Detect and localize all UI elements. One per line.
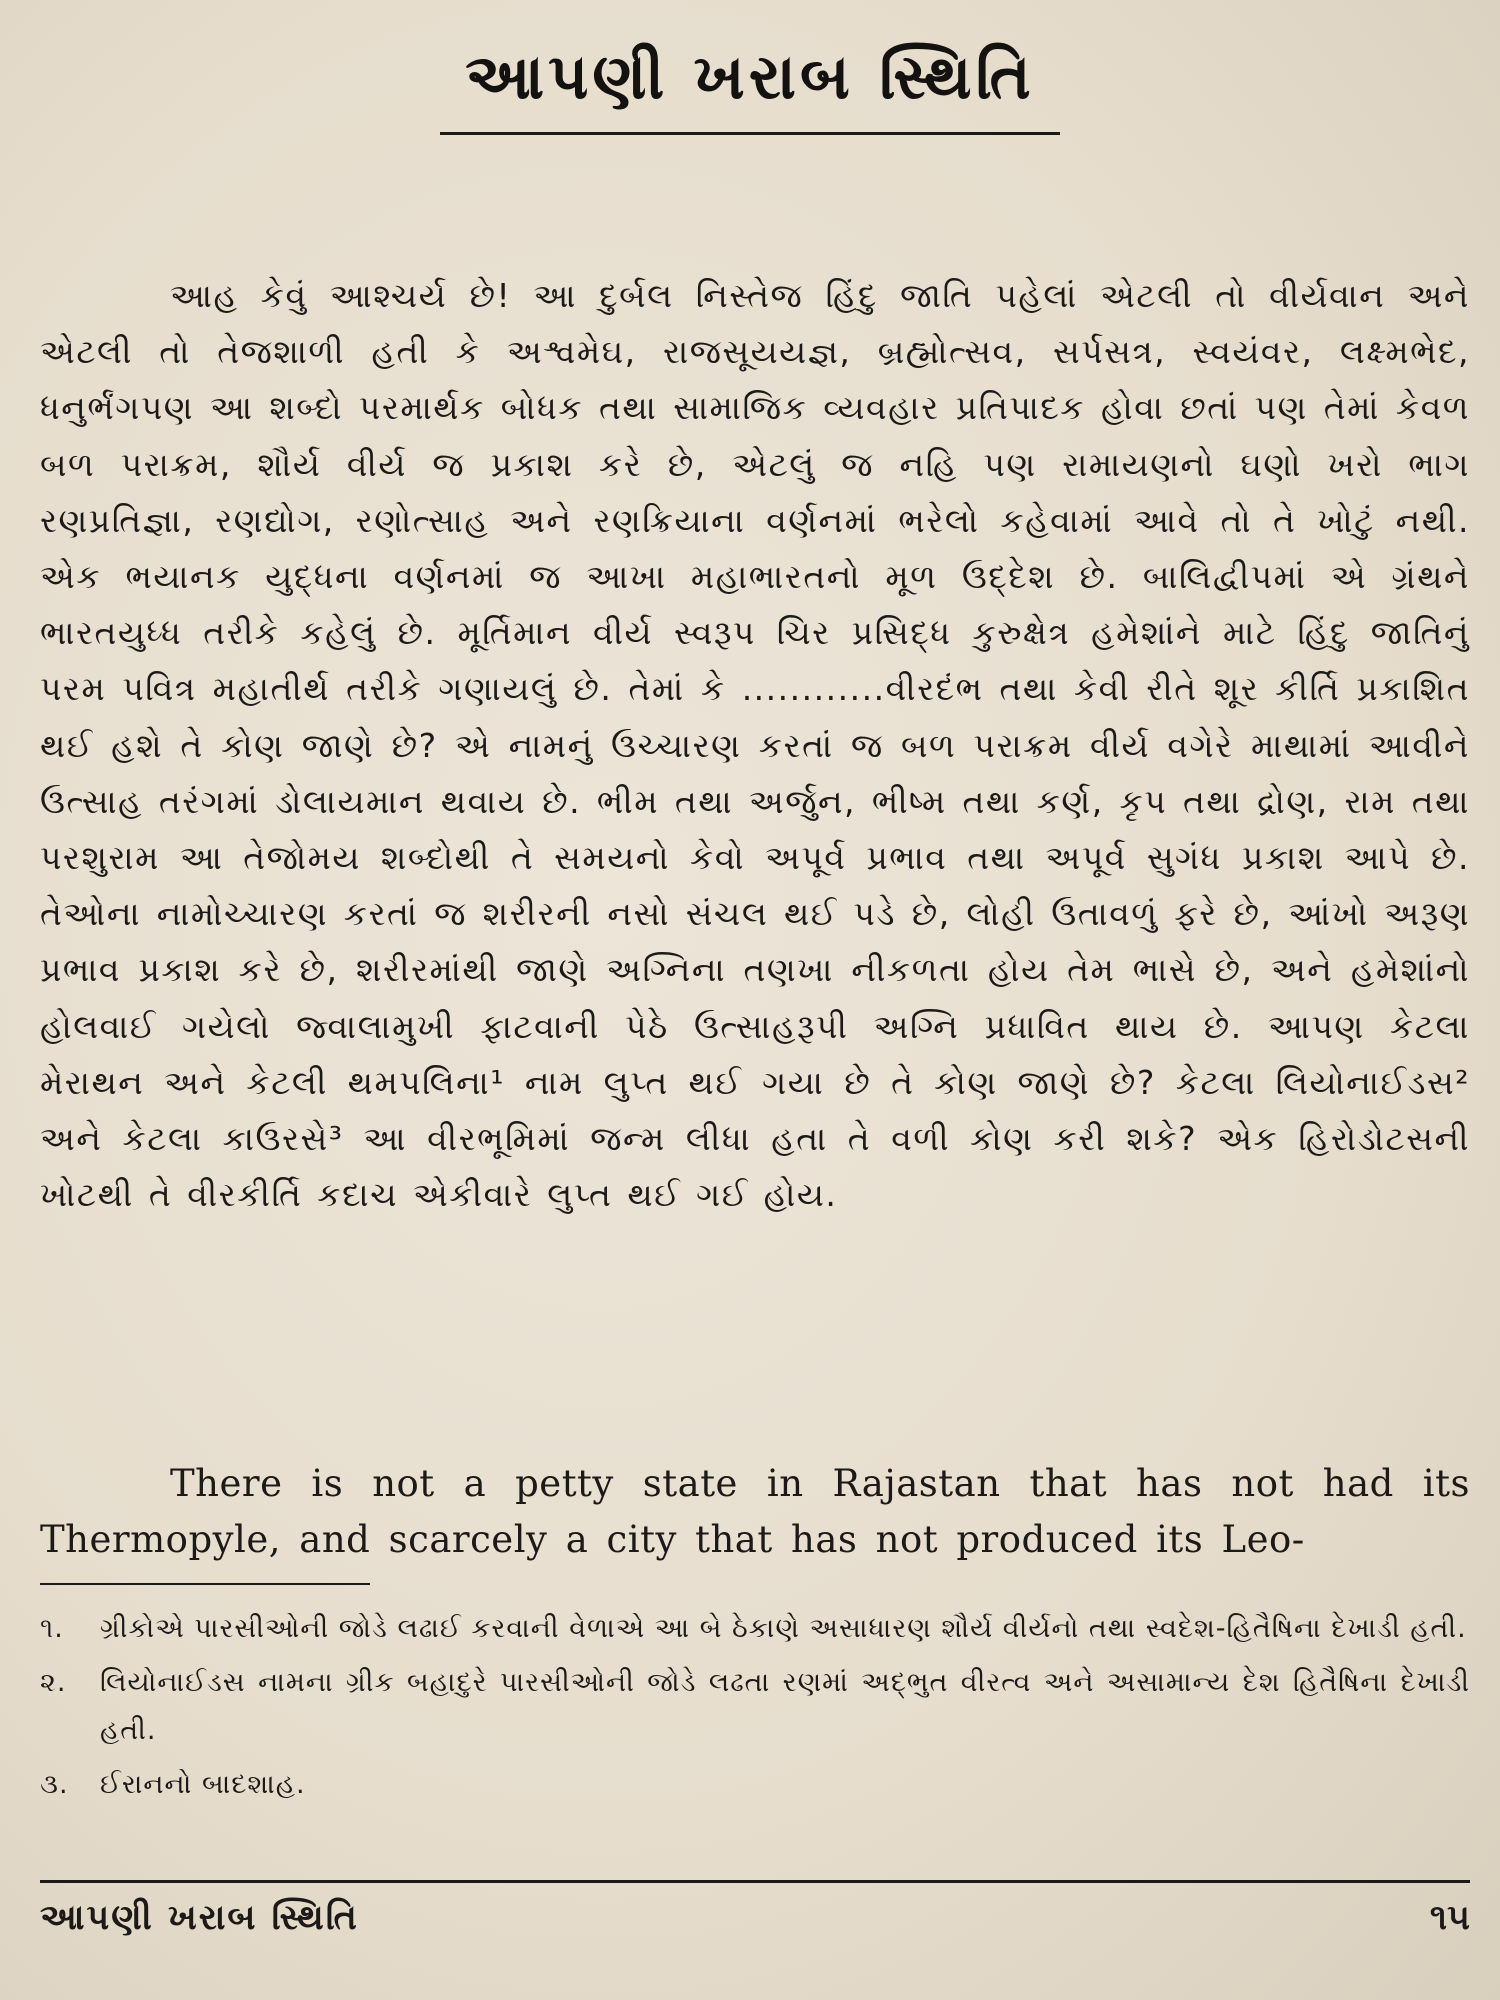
footnotes [40,1605,1470,1815]
footnote-3 [40,1761,1470,1809]
title-underline [440,132,1060,135]
footnote-text: લિયોનાઈડસ નામના ગ્રીક બહાદુરે પારસીઓની જોડે લઢતા રણમાં અદ્ભુત વીરત્વ અને અસામાન્ય દેશ હિતૈષિના દેખાડી હતી. [100,1667,1470,1746]
footer-rule [40,1880,1470,1883]
footnote-separator [40,1583,370,1585]
footnote-2 [40,1659,1470,1755]
footnote-number: ૩. [40,1769,69,1800]
body-paragraph: આહ કેવું આશ્ચર્ય છે! આ દુર્બલ નિસ્તેજ હિંદુ જાતિ પહેલાં એટલી તો વીર્યવાન અને એટલી તો તેજશાળી હતી કે અશ્વમેઘ, રાજસૂયયજ્ઞ, બ્રહ્મોત્સવ, સર્પસત્ર, સ્વયંવર, લક્ષ્મભેદ, ધનુર્ભંગપણ આ શબ્દો પરમાર્થક બોધક તથા સામાજિક વ્યવહાર પ્રતિપાદક હોવા છતાં પણ તેમાં કેવળ બળ પરાક્રમ, શૌર્ય વીર્ય જ પ્રકાશ કરે છે, એટલું જ નહિ પણ રામાયણનો ઘણો ખરો ભાગ રણપ્રતિજ્ઞા, રણદ્યોગ, રણોત્સાહ અને રણક્રિયાના વર્ણનમાં ભરેલો કહેવામાં આવે તો તે ખોટું નથી. એક ભયાનક યુદ્ધના વર્ણનમાં જ આખા મહાભારતનો મૂળ ઉદ્દેશ છે. બાલિદ્વીપમાં એ ગ્રંથને ભારતયુધ્ધ તરીકે કહેલું છે. મૂર્તિમાન વીર્ય સ્વરૂપ ચિર પ્રસિદ્ધ કુરુક્ષેત્ર હમેશાંને માટે હિંદુ જાતિનું પરમ પવિત્ર મહાતીર્થ તરીકે ગણાયલું છે. તેમાં કે ............વીરદંભ તથા કેવી રીતે શૂર કીર્તિ પ્રકાશિત થઈ હશે તે કોણ જાણે છે? એ નામનું ઉચ્ચારણ કરતાં જ બળ પરાક્રમ વીર્ય વગેરે માથામાં આવીને ઉત્સાહ તરંગમાં ડોલાયમાન થવાય છે. ભીમ તથા અર્જુન, ભીષ્મ તથા કર્ણ, કૃપ તથા દ્રોણ, રામ તથા પરશુરામ આ તેજોમય શબ્દોથી તે સમયનો કેવો અપૂર્વ પ્રભાવ તથા અપૂર્વ સુગંધ પ્રકાશ આપે છે. તેઓના નામોચ્ચારણ કરતાં જ શરીરની નસો સંચલ થઈ પડે છે, લોહી ઉતાવળું ફરે છે, આંખો અરૂણ પ્રભાવ પ્રકાશ કરે છે, શરીરમાંથી જાણે અગ્નિના તણખા નીકળતા હોય તેમ ભાસે છે, અને હમેશાંનો હોલવાઈ ગયેલો જ્વાલામુખી ફાટવાની પેઠે ઉત્સાહરૂપી અગ્નિ પ્રધાવિત થાય છે. આપણ કેટલા મેરાથન અને કેટલી થમપલિના¹ નામ લુપ્ત થઈ ગયા છે તે કોણ જાણે છે? કેટલા લિયોનાઈડસ² અને કેટલા કાઉરસે³ આ વીરભૂમિમાં જન્મ લીધા હતા તે વળી કોણ કરી શકે? એક હિરોડોટસની ખોટથી તે વીરકીર્તિ કદાચ એકીવારે લુપ્ત થઈ ગઈ હોય. [40,276,1470,1215]
running-title: આપણી ખરાબ સ્થિતિ [40,1898,359,1938]
chapter-title: આપણી ખરાબ સ્થિતિ [465,40,1035,113]
english-quote-paragraph: There is not a petty state in Rajastan that has not had its Thermopyle, and scarcely a city that has not produced its Leo- [40,1462,1470,1561]
page-number: ૧૫ [1429,1898,1470,1938]
footnote-number: ૧. [40,1613,64,1644]
footnote-text: ઈરાનનો બાદશાહ. [100,1769,306,1800]
footnote-number: ૨. [40,1667,67,1698]
footnote-text: ગ્રીકોએ પારસીઓની જોડે લઢાઈ કરવાની વેળાએ આ બે ઠેકાણે અસાધારણ શૌર્ય વીર્યનો તથા સ્વદેશ-હિતૈષિના દેખાડી હતી. [100,1613,1467,1644]
footnote-1 [40,1605,1470,1653]
